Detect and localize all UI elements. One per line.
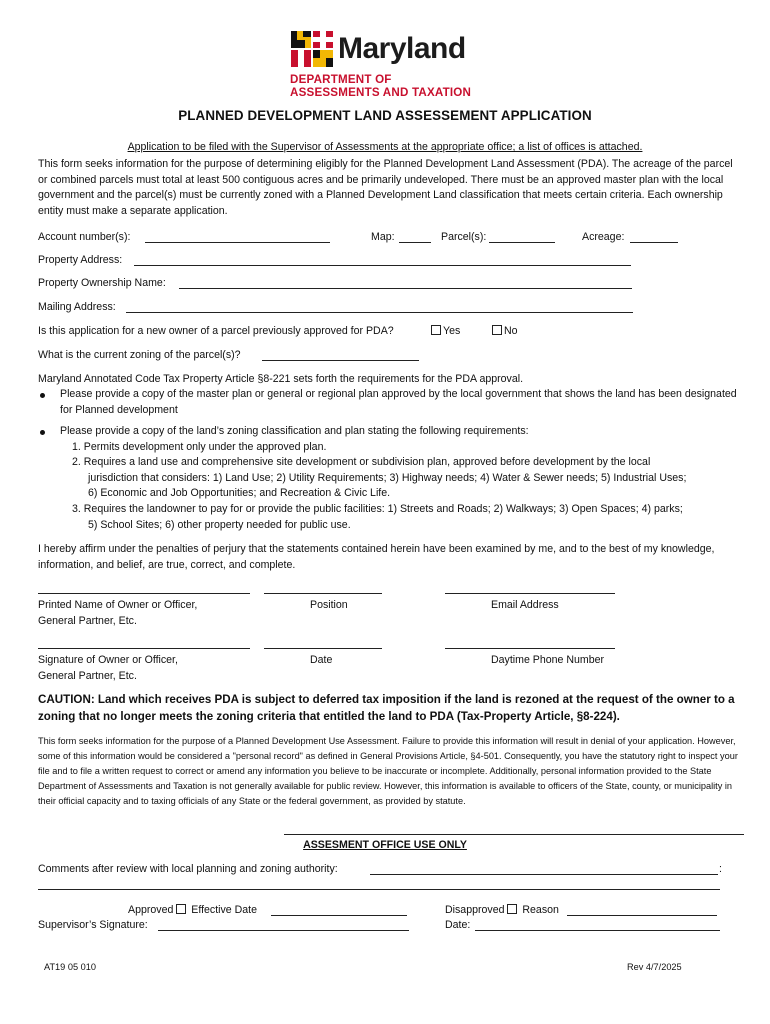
- approved-label: Approved: [128, 904, 174, 916]
- property-address-input[interactable]: [134, 265, 631, 266]
- ownership-name-label: Property Ownership Name:: [38, 277, 166, 289]
- mailing-address-input[interactable]: [126, 312, 633, 313]
- reason-input[interactable]: [567, 915, 717, 916]
- department-line-1: DEPARTMENT OF: [290, 73, 392, 86]
- department-line-2: ASSESSMENTS AND TAXATION: [290, 86, 472, 99]
- property-address-label: Property Address:: [38, 254, 123, 266]
- yes-option[interactable]: [431, 324, 460, 340]
- effective-date-label: Effective Date: [191, 904, 258, 916]
- disapproved-label: Disapproved: [445, 904, 505, 916]
- approved-option[interactable]: [128, 903, 257, 919]
- office-section-divider: [284, 834, 744, 835]
- account-label: Account number(s):: [38, 231, 131, 243]
- requirement-bullet-2: Please provide a copy of the land’s zoning classification and plan stating the following requirements:: [60, 425, 529, 437]
- phone-input[interactable]: [445, 648, 615, 649]
- privacy-notice: This form seeks information for the purpose of a Planned Development Use Assessment. Failure to provide this information will result in denial of your application. However, some of this information would be considered a "personal record" as defined in General Provisions Article, §4-501. Consequently, you have the statutory right to inspect your file and to file a written request to correct or amend any information you believe to be inaccurate or incomplete. Additionally, personal information provided to the State Department of Assessments and Taxation is not generally available for public review. However, this information is available to officers of the State, county, or municipality in their official capacity and to taxing officials of any State or the federal government, as provided by statute.: [38, 736, 738, 806]
- revision-date: Rev 4/7/2025: [627, 962, 682, 972]
- email-label: Email Address: [491, 599, 559, 611]
- filing-instruction: Application to be filed with the Supervisor of Assessments at the appropriate office; a list of offices is attached.: [127, 141, 643, 153]
- bullet-icon: [40, 430, 45, 435]
- yes-checkbox[interactable]: [431, 325, 441, 335]
- caution-notice: [38, 691, 758, 725]
- effective-date-input[interactable]: [271, 915, 407, 916]
- map-input[interactable]: [399, 242, 431, 243]
- form-id: AT19 05 010: [44, 962, 96, 972]
- requirement-item-2-cont: 6) Economic and Job Opportunities; and Recreation & Civic Life.: [88, 487, 391, 499]
- supervisor-signature-label: Supervisor’s Signature:: [38, 919, 148, 931]
- acreage-input[interactable]: [630, 242, 678, 243]
- requirement-item-2: 2. Requires a land use and comprehensive site development or subdivision plan, approved before development by the local: [72, 456, 651, 468]
- ownership-name-input[interactable]: [179, 288, 632, 289]
- no-option[interactable]: [492, 324, 518, 340]
- maryland-flag-logo: [289, 28, 337, 70]
- comments-label: Comments after review with local planning and zoning authority:: [38, 863, 338, 875]
- reason-label: Reason: [522, 904, 559, 916]
- requirement-item-3: 3. Requires the landowner to pay for or provide the public facilities: 1) Streets and Roads; 2) Walkways; 3) Open Spaces; 4) parks;: [72, 503, 683, 515]
- parcel-input[interactable]: [489, 242, 555, 243]
- phone-label: Daytime Phone Number: [491, 654, 605, 666]
- requirement-item-1: 1. Permits development only under the approved plan.: [72, 441, 327, 453]
- signature-label: Signature of Owner or Officer,: [38, 654, 178, 666]
- requirement-bullet-1: Please provide a copy of the master plan or general or regional plan approved by the local government that shows the land has been designated for Planned development: [60, 388, 737, 416]
- comments-input[interactable]: [370, 874, 718, 875]
- requirement-item-3-cont: 5) School Sites; 6) other property needed for public use.: [88, 519, 351, 531]
- office-date-input[interactable]: [475, 930, 720, 931]
- zoning-question: What is the current zoning of the parcel(s)?: [38, 349, 241, 361]
- comments-colon: :: [719, 863, 722, 875]
- acreage-label: Acreage:: [582, 231, 625, 243]
- disapproved-checkbox[interactable]: [507, 904, 517, 914]
- parcel-label: Parcel(s):: [441, 231, 487, 243]
- comments-input-2[interactable]: [38, 889, 720, 890]
- office-use-heading: ASSESMENT OFFICE USE ONLY: [303, 839, 467, 851]
- email-input[interactable]: [445, 593, 615, 594]
- new-owner-question: Is this application for a new owner of a parcel previously approved for PDA?: [38, 325, 394, 337]
- affirmation-text: I hereby affirm under the penalties of perjury that the statements contained herein have been examined by me, and to the best of my knowledge, information, and belief, are true, correct, and complete.: [38, 543, 715, 571]
- requirement-item-2-cont: jurisdiction that considers: 1) Land Use; 2) Utility Requirements; 3) Highway needs; 4) Water & Sewer needs; 5) Industrial Uses;: [88, 472, 687, 484]
- approved-checkbox[interactable]: [176, 904, 186, 914]
- printed-name-label-2: General Partner, Etc.: [38, 615, 137, 627]
- printed-name-label: Printed Name of Owner or Officer,: [38, 599, 198, 611]
- requirements-intro: Maryland Annotated Code Tax Property Article §8-221 sets forth the requirements for the PDA approval.: [38, 373, 524, 385]
- yes-label: Yes: [443, 325, 461, 337]
- zoning-input[interactable]: [262, 360, 419, 361]
- account-input[interactable]: [145, 242, 330, 243]
- signature-label-2: General Partner, Etc.: [38, 670, 137, 682]
- position-label: Position: [310, 599, 348, 611]
- no-label: No: [504, 325, 518, 337]
- caution-text: : Land which receives PDA is subject to deferred tax imposition if the land is rezoned at the request of the owner to a zoning that no longer meets the zoning criteria that entitled the land to PDA (Tax-Property Article, §8-224).: [38, 693, 735, 723]
- disapproved-option[interactable]: [445, 903, 559, 919]
- office-date-label: Date:: [445, 919, 471, 931]
- date-input[interactable]: [264, 648, 382, 649]
- position-input[interactable]: [264, 593, 382, 594]
- bullet-icon: [40, 393, 45, 398]
- page-title: PLANNED DEVELOPMENT LAND ASSESSEMENT APPLICATION: [178, 108, 592, 123]
- signature-input[interactable]: [38, 648, 250, 649]
- supervisor-signature-input[interactable]: [158, 930, 409, 931]
- logo-wordmark: Maryland: [338, 32, 466, 65]
- mailing-address-label: Mailing Address:: [38, 301, 116, 313]
- printed-name-input[interactable]: [38, 593, 250, 594]
- date-label: Date: [310, 654, 333, 666]
- map-label: Map:: [371, 231, 395, 243]
- caution-label: CAUTION: [38, 693, 91, 706]
- intro-paragraph: This form seeks information for the purpose of determining eligibly for the Planned Development Land Assessment (PDA). The acreage of the parcel or combined parcels must total at least 500 contiguous acres and be primarily undeveloped. There must be an approved master plan with the local government and the parcel(s) must be currently zoned with a Planned Development Land classification that meets certain criteria. Each ownership entity must make a separate application.: [38, 158, 733, 217]
- no-checkbox[interactable]: [492, 325, 502, 335]
